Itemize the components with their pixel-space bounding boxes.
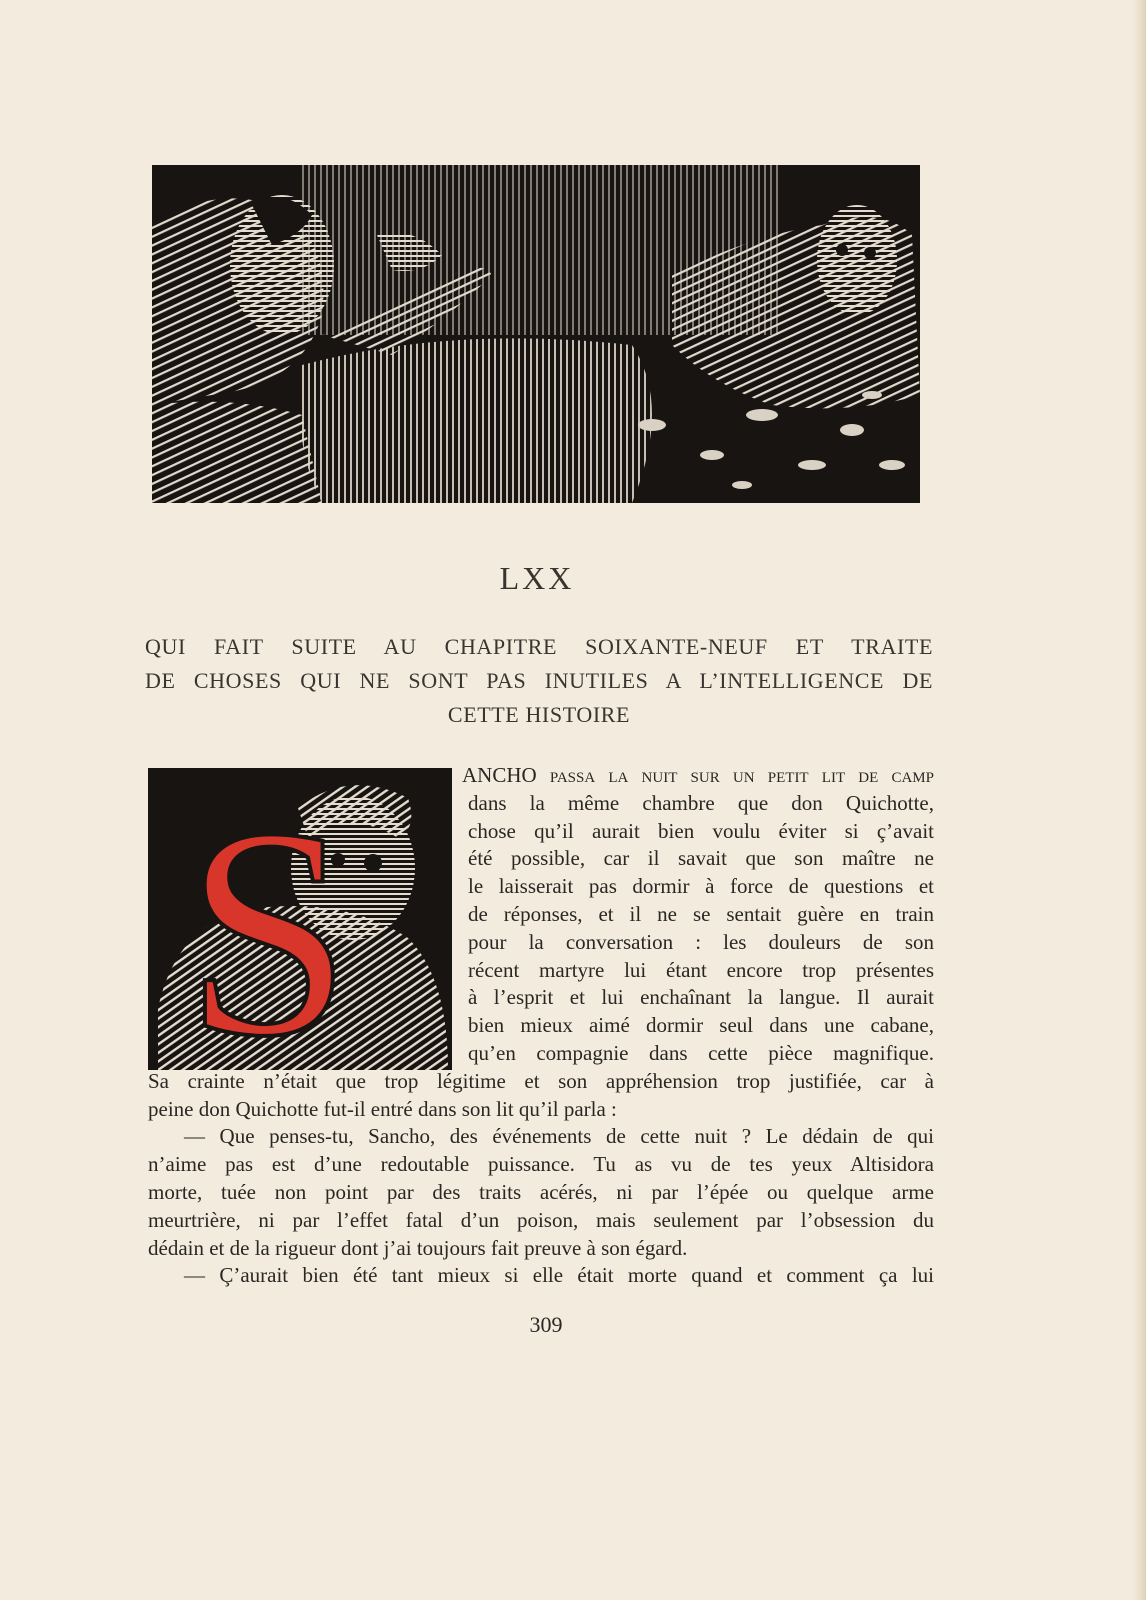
page-number: 309: [529, 1312, 563, 1337]
chapter-title: [145, 630, 933, 732]
text-line: meurtrière, ni par l’effet fatal d’un poison, mais seulement par l’obsession du: [148, 1207, 934, 1232]
text-line: morte, tuée non point par des traits acérés, ni par l’épée ou quelque arme: [148, 1179, 934, 1204]
chapter-number: LXX: [499, 560, 575, 596]
text-line: dans la même chambre que don Quichotte,: [468, 790, 934, 815]
body-text: [148, 762, 934, 1290]
text-line-content: ANCHO passa la nuit sur un petit lit de camp: [462, 763, 934, 787]
text-line: bien mieux aimé dormir seul dans une cabane,: [468, 1013, 934, 1038]
text-line: de réponses, et il ne se sentait guère en train: [468, 901, 934, 926]
woodcut-two-men-in-bed-icon: [152, 165, 920, 503]
text-line: Sa crainte n’était que trop légitime et son appréhension trop justifiée, car à: [148, 1068, 934, 1093]
text-line: qu’en compagnie dans cette pièce magnifique.: [468, 1040, 934, 1065]
chapter-title-line: DE CHOSES QUI NE SONT PAS INUTILES A L’INTELLIGENCE DE: [145, 668, 933, 693]
text-line: à l’esprit et lui enchaînant la langue. Il aurait: [468, 985, 934, 1010]
page-edge: [1132, 0, 1146, 1600]
text-line: — Ç’aurait bien été tant mieux si elle était morte quand et comment ça lui: [184, 1263, 934, 1288]
text-line: [148, 762, 934, 790]
dropcap-letter: S: [184, 768, 352, 1070]
chapter-title-line: CETTE HISTOIRE: [447, 702, 631, 727]
text-line: pour la conversation : les douleurs de son: [468, 929, 934, 954]
text-line: récent martyre lui étant encore trop présentes: [468, 957, 934, 982]
text-line: chose qu’il aurait bien voulu éviter si ç’avait: [468, 818, 934, 843]
text-line: peine don Quichotte fut-il entré dans son lit qu’il parla :: [148, 1096, 617, 1121]
text-line: dédain et de la rigueur dont j’ai toujours fait preuve à son égard.: [148, 1235, 688, 1260]
text-line: — Que penses-tu, Sancho, des événements de cette nuit ? Le dédain de qui: [184, 1124, 934, 1149]
text-line: le laisserait pas dormir à force de questions et: [468, 874, 934, 899]
chapter-title-line: QUI FAIT SUITE AU CHAPITRE SOIXANTE-NEUF ET TRAITE: [145, 634, 933, 659]
text-line: été possible, car il savait que son maître ne: [468, 846, 934, 871]
text-line: n’aime pas est d’une redoutable puissance. Tu as vu de tes yeux Altisidora: [148, 1152, 934, 1177]
header-engraving: [152, 165, 920, 503]
